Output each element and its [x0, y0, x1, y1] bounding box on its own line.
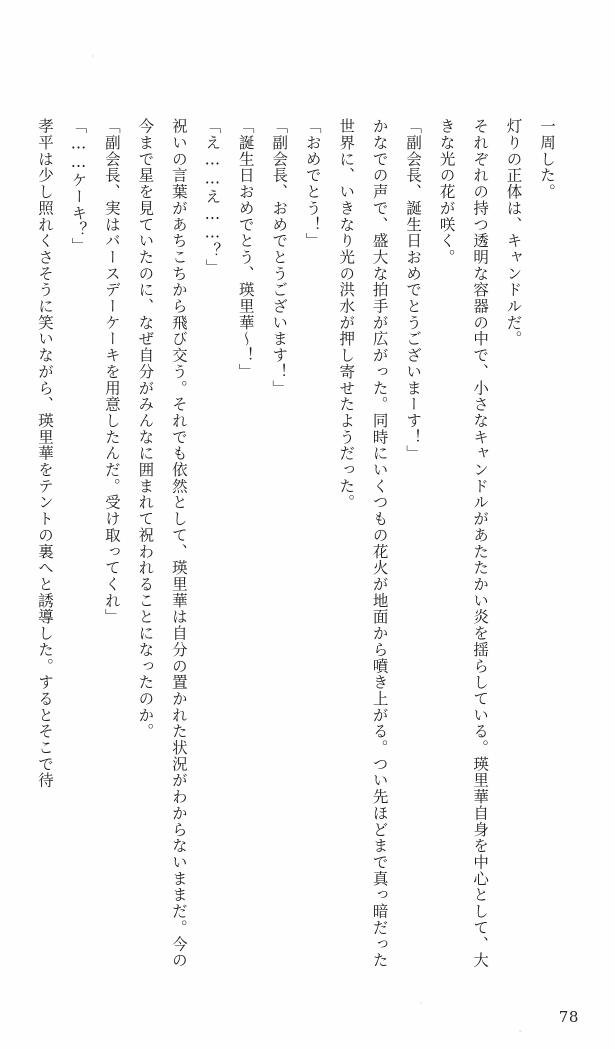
paragraph: 「副会長、誕生日おめでとうございまーす！」: [404, 118, 423, 462]
paragraph: 「副会長、おめでとうございます！」: [270, 118, 289, 396]
paragraph: 「……ケーキ？」: [69, 118, 88, 254]
paper-speckle: [519, 1030, 522, 1032]
paragraph: それぞれの持つ透明な容器の中で、小さなキャンドルがあたたかい炎を揺らしている。瑛里華自身を中心として、大きな光の花が咲く。: [437, 118, 490, 969]
paper-speckle: [92, 55, 94, 57]
paper-speckle: [420, 1002, 422, 1004]
paragraph: 祝いの言葉があちこちから飛び交う。それでも依然として、瑛里華は自分の置かれた状況がわからないままだ。今の今まで星を見ていたのに、なぜ自分がみんなに囲まれて祝われることになったのか。: [136, 118, 188, 969]
paragraph: 灯りの正体は、キャンドルだ。: [504, 118, 523, 347]
novel-body-text: [35, 118, 563, 978]
paragraph: 「副会長、実はバースデーケーキを用意したんだ。受け取ってくれ」: [102, 118, 121, 625]
paragraph: 「おめでとう！」: [303, 118, 322, 249]
paragraph: 孝平は少し照れくさそうに笑いながら、瑛里華をテントの裏へと誘導した。するとそこで待: [35, 118, 54, 789]
page-number: 78: [558, 1008, 579, 1026]
paragraph: かなでの声で、盛大な拍手が広がった。同時にいくつもの花火が地面から噴き上がる。つい先ほどまで真っ暗だった世界に、いきなり光の洪水が押し寄せたようだった。: [337, 118, 389, 969]
paragraph: 一周した。: [538, 118, 556, 200]
paragraph: 「え……え……？」: [203, 118, 222, 276]
paragraph: 「誕生日おめでとう、瑛里華～！」: [236, 118, 255, 380]
